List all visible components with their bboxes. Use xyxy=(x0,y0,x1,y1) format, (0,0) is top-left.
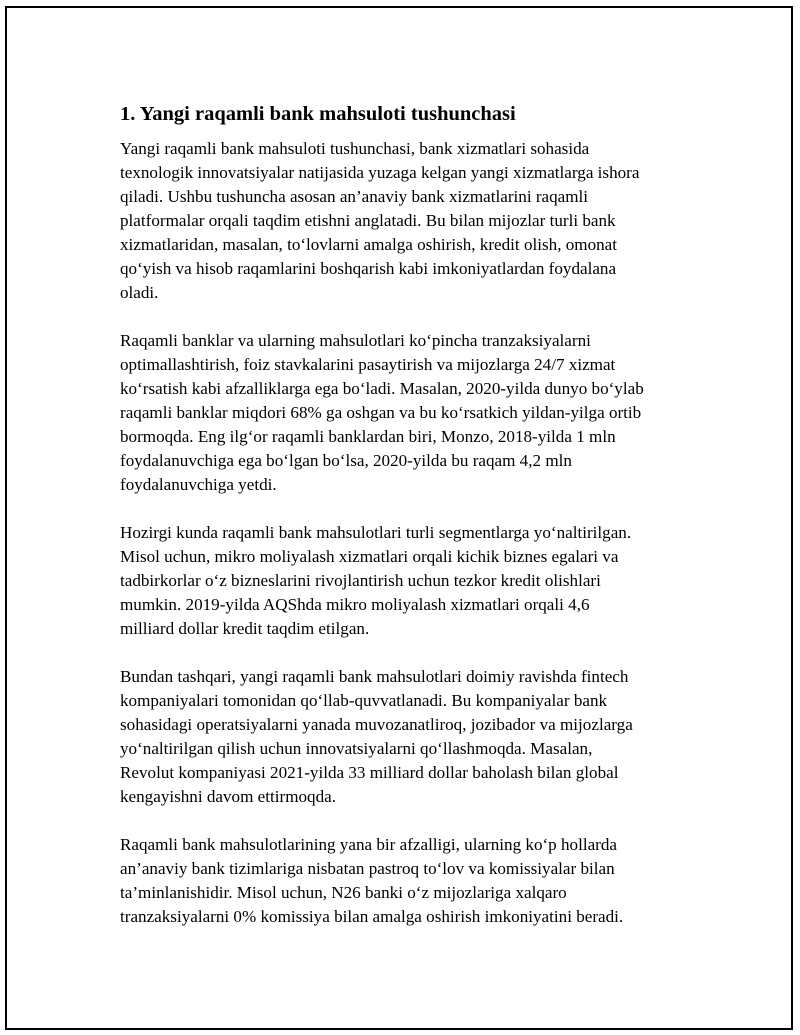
text-line: platformalar orqali taqdim etishni anglatadi. Bu bilan mijozlar turli bank xyxy=(120,211,616,230)
text-line: mumkin. 2019-yilda AQShda mikro moliyalash xizmatlari orqali 4,6 xyxy=(120,595,590,614)
text-line: yo‘naltirilgan qilish uchun innovatsiyalarni qo‘llashmoqda. Masalan, xyxy=(120,739,593,758)
paragraph-4 xyxy=(120,665,690,809)
text-line: milliard dollar kredit taqdim etilgan. xyxy=(120,619,370,638)
text-line: bormoqda. Eng ilg‘or raqamli banklardan biri, Monzo, 2018-yilda 1 mln xyxy=(120,427,616,446)
text-line: Hozirgi kunda raqamli bank mahsulotlari turli segmentlarga yo‘naltirilgan. xyxy=(120,523,632,542)
text-line: Yangi raqamli bank mahsuloti tushunchasi, bank xizmatlari sohasida xyxy=(120,139,590,158)
text-line: Misol uchun, mikro moliyalash xizmatlari orqali kichik biznes egalari va xyxy=(120,547,619,566)
text-line: oladi. xyxy=(120,283,159,302)
text-line: kompaniyalari tomonidan qo‘llab-quvvatlanadi. Bu kompaniyalar bank xyxy=(120,691,608,710)
text-line: optimallashtirish, foiz stavkalarini pasaytirish va mijozlarga 24/7 xizmat xyxy=(120,355,616,374)
text-line: Revolut kompaniyasi 2021-yilda 33 milliard dollar baholash bilan global xyxy=(120,763,619,782)
paragraph-2 xyxy=(120,329,690,497)
text-line: xizmatlaridan, masalan, to‘lovlarni amalga oshirish, kredit olish, omonat xyxy=(120,235,618,254)
text-line: Raqamli banklar va ularning mahsulotlari ko‘pincha tranzaksiyalarni xyxy=(120,331,591,350)
text-line: an’anaviy bank tizimlariga nisbatan pastroq to‘lov va komissiyalar bilan xyxy=(120,859,615,878)
text-line: ko‘rsatish kabi afzalliklarga ega bo‘ladi. Masalan, 2020-yilda dunyo bo‘ylab xyxy=(120,379,644,398)
text-line: kengayishni davom ettirmoqda. xyxy=(120,787,337,806)
text-line: foydalanuvchiga ega bo‘lgan bo‘lsa, 2020-yilda bu raqam 4,2 mln xyxy=(120,451,572,470)
document-body xyxy=(120,100,690,953)
section-heading: 1. Yangi raqamli bank mahsuloti tushunchasi xyxy=(120,103,516,125)
text-line: foydalanuvchiga yetdi. xyxy=(120,475,277,494)
text-line: tranzaksiyalarni 0% komissiya bilan amalga oshirish imkoniyatini beradi. xyxy=(120,907,624,926)
paragraph-5 xyxy=(120,833,690,929)
text-line: Raqamli bank mahsulotlarining yana bir afzalligi, ularning ko‘p hollarda xyxy=(120,835,618,854)
page-frame xyxy=(5,6,793,1030)
text-line: qiladi. Ushbu tushuncha asosan an’anaviy bank xizmatlarini raqamli xyxy=(120,187,589,206)
text-line: qo‘yish va hisob raqamlarini boshqarish kabi imkoniyatlardan foydalana xyxy=(120,259,617,278)
text-line: texnologik innovatsiyalar natijasida yuzaga kelgan yangi xizmatlarga ishora xyxy=(120,163,640,182)
text-line: tadbirkorlar o‘z bizneslarini rivojlantirish uchun tezkor kredit olishlari xyxy=(120,571,601,590)
text-line: sohasidagi operatsiyalarni yanada muvozanatliroq, jozibador va mijozlarga xyxy=(120,715,633,734)
text-line: ta’minlanishidir. Misol uchun, N26 banki o‘z mijozlariga xalqaro xyxy=(120,883,567,902)
text-line: Bundan tashqari, yangi raqamli bank mahsulotlari doimiy ravishda fintech xyxy=(120,667,629,686)
paragraph-1 xyxy=(120,137,690,305)
text-line: raqamli banklar miqdori 68% ga oshgan va bu ko‘rsatkich yildan-yilga ortib xyxy=(120,403,642,422)
paragraph-3 xyxy=(120,521,690,641)
